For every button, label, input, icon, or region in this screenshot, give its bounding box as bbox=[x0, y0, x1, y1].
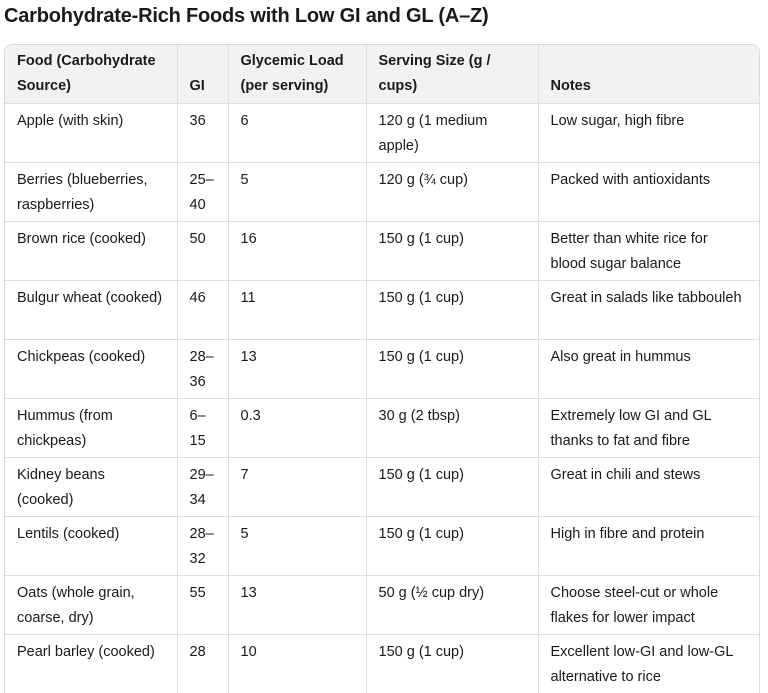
cell-food: Kidney beans (cooked) bbox=[5, 458, 177, 517]
cell-gi: 28–36 bbox=[177, 340, 228, 399]
cell-food: Berries (blueberries, raspberries) bbox=[5, 163, 177, 222]
table-row bbox=[5, 576, 759, 635]
cell-notes: Extremely low GI and GL thanks to fat and fibre bbox=[538, 399, 759, 458]
table-header-row bbox=[5, 45, 759, 104]
foods-table bbox=[5, 45, 759, 693]
header-notes: Notes bbox=[538, 45, 759, 104]
cell-notes: Choose steel-cut or whole flakes for lower impact bbox=[538, 576, 759, 635]
cell-gi: 28–32 bbox=[177, 517, 228, 576]
cell-gi: 28 bbox=[177, 635, 228, 693]
cell-food: Brown rice (cooked) bbox=[5, 222, 177, 281]
cell-food: Bulgur wheat (cooked) bbox=[5, 281, 177, 340]
cell-notes: Packed with antioxidants bbox=[538, 163, 759, 222]
cell-gl: 10 bbox=[228, 635, 366, 693]
table-row bbox=[5, 281, 759, 340]
table-row bbox=[5, 340, 759, 399]
cell-serving: 150 g (1 cup) bbox=[366, 281, 538, 340]
cell-notes: Great in salads like tabbouleh bbox=[538, 281, 759, 340]
table-row bbox=[5, 222, 759, 281]
cell-serving: 30 g (2 tbsp) bbox=[366, 399, 538, 458]
foods-table-container bbox=[4, 44, 760, 693]
header-food: Food (Carbohydrate Source) bbox=[5, 45, 177, 104]
cell-food: Apple (with skin) bbox=[5, 104, 177, 163]
cell-notes: Low sugar, high fibre bbox=[538, 104, 759, 163]
cell-gi: 50 bbox=[177, 222, 228, 281]
cell-gl: 11 bbox=[228, 281, 366, 340]
cell-notes: Excellent low-GI and low-GL alternative to rice bbox=[538, 635, 759, 693]
header-glycemic-load: Glycemic Load (per serving) bbox=[228, 45, 366, 104]
cell-gl: 6 bbox=[228, 104, 366, 163]
cell-food: Pearl barley (cooked) bbox=[5, 635, 177, 693]
table-row bbox=[5, 399, 759, 458]
cell-serving: 150 g (1 cup) bbox=[366, 340, 538, 399]
table-row bbox=[5, 517, 759, 576]
cell-gi: 46 bbox=[177, 281, 228, 340]
cell-serving: 50 g (½ cup dry) bbox=[366, 576, 538, 635]
header-gi: GI bbox=[177, 45, 228, 104]
cell-notes: Also great in hummus bbox=[538, 340, 759, 399]
cell-gi: 29–34 bbox=[177, 458, 228, 517]
table-row bbox=[5, 635, 759, 693]
cell-serving: 120 g (1 medium apple) bbox=[366, 104, 538, 163]
cell-serving: 150 g (1 cup) bbox=[366, 635, 538, 693]
cell-notes: High in fibre and protein bbox=[538, 517, 759, 576]
cell-notes: Better than white rice for blood sugar balance bbox=[538, 222, 759, 281]
cell-gi: 55 bbox=[177, 576, 228, 635]
cell-gl: 13 bbox=[228, 576, 366, 635]
cell-notes: Great in chili and stews bbox=[538, 458, 759, 517]
cell-serving: 150 g (1 cup) bbox=[366, 517, 538, 576]
table-row bbox=[5, 104, 759, 163]
cell-gl: 7 bbox=[228, 458, 366, 517]
cell-food: Oats (whole grain, coarse, dry) bbox=[5, 576, 177, 635]
table-row bbox=[5, 163, 759, 222]
header-serving-size: Serving Size (g / cups) bbox=[366, 45, 538, 104]
cell-gl: 13 bbox=[228, 340, 366, 399]
cell-serving: 120 g (¾ cup) bbox=[366, 163, 538, 222]
cell-gl: 0.3 bbox=[228, 399, 366, 458]
cell-gi: 6–15 bbox=[177, 399, 228, 458]
page-title: Carbohydrate-Rich Foods with Low GI and GL (A–Z) bbox=[4, 2, 488, 30]
cell-gl: 16 bbox=[228, 222, 366, 281]
cell-gl: 5 bbox=[228, 517, 366, 576]
cell-gl: 5 bbox=[228, 163, 366, 222]
cell-food: Hummus (from chickpeas) bbox=[5, 399, 177, 458]
cell-serving: 150 g (1 cup) bbox=[366, 458, 538, 517]
cell-gi: 25–40 bbox=[177, 163, 228, 222]
table-row bbox=[5, 458, 759, 517]
cell-food: Lentils (cooked) bbox=[5, 517, 177, 576]
cell-gi: 36 bbox=[177, 104, 228, 163]
cell-serving: 150 g (1 cup) bbox=[366, 222, 538, 281]
cell-food: Chickpeas (cooked) bbox=[5, 340, 177, 399]
